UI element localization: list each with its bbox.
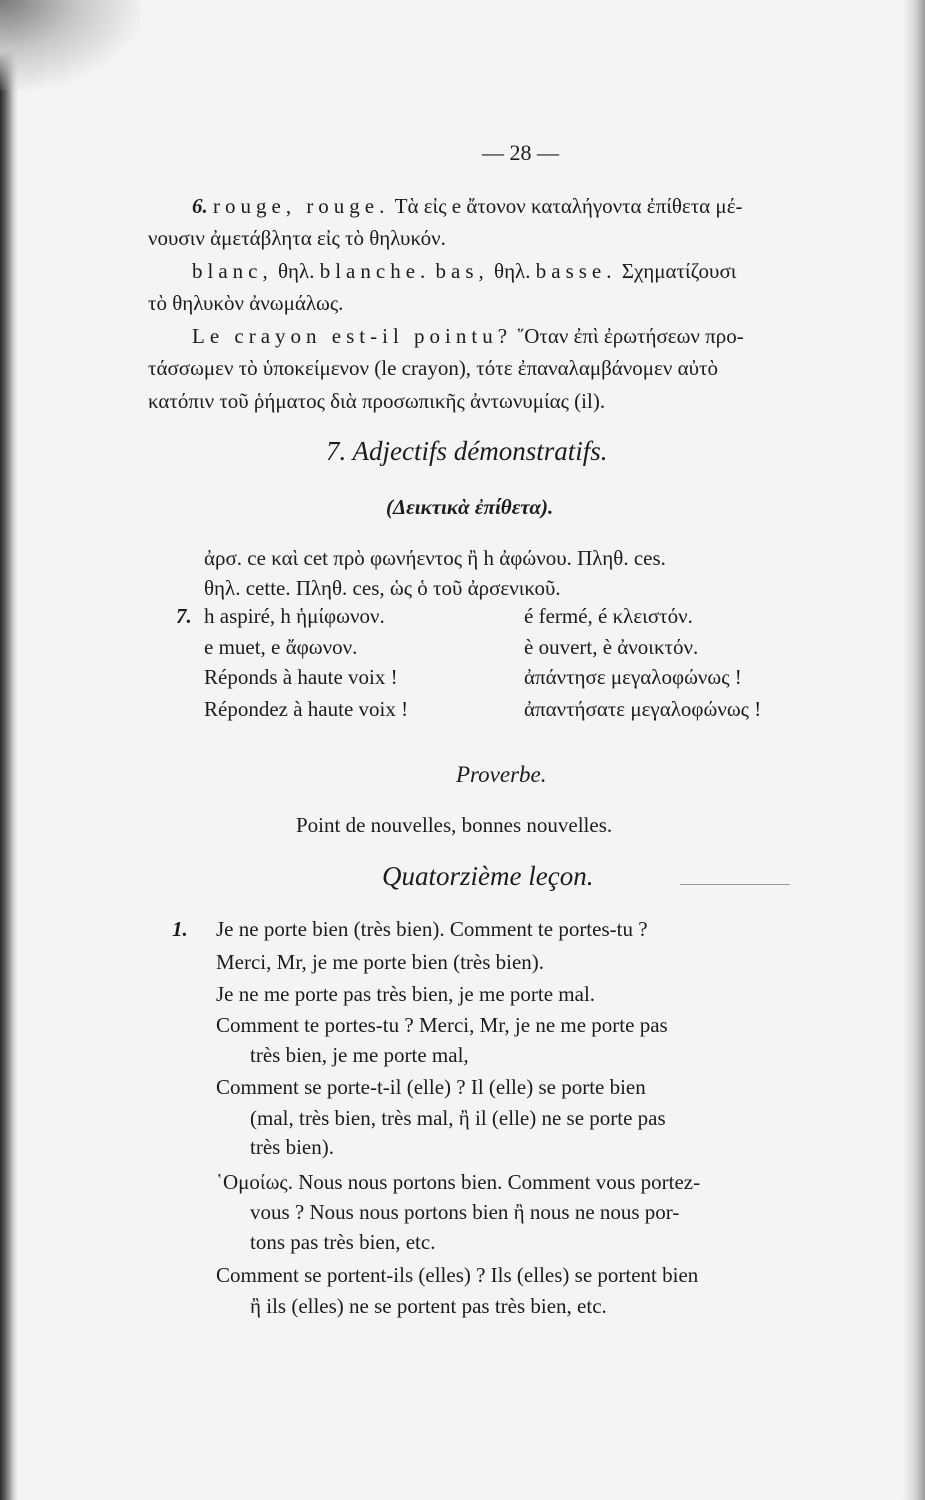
greek-text: Τὰ εἰς e ἄτονον καταλήγοντα ἐπίθετα μέ- — [394, 194, 743, 218]
vocab-gr-3: ἀπάντησε μεγαλοφώνως ! — [524, 665, 742, 689]
vocab-fr-3: Réponds à haute voix ! — [204, 665, 398, 689]
lesson-line-8: très bien). — [250, 1135, 334, 1159]
lesson-line-5: très bien, je me porte mal, — [250, 1043, 469, 1067]
page-corner-shadow — [0, 0, 140, 90]
item-6-line-6: τάσσωμεν τὸ ὑποκείμενον (le crayon), τότε ἐπαναλαμβάνομεν αὐτὸ — [148, 356, 718, 380]
lesson-line-10: vous ? Nous nous portons bien ἢ nous ne nous por- — [250, 1200, 680, 1224]
french-term: rouge, rouge. — [213, 194, 390, 218]
vocab-fr-4: Répondez à haute voix ! — [204, 697, 409, 721]
section-7-line-1: ἀρσ. ce καὶ cet πρὸ φωνήεντος ἢ h ἀφώνου. Πληθ. ces. — [204, 546, 666, 570]
lesson-line-2: Merci, Mr, je me porte bien (très bien). — [216, 950, 545, 974]
title-rule — [680, 884, 790, 885]
lesson-line-4: Comment te portes-tu ? Merci, Mr, je ne me porte pas — [216, 1013, 668, 1037]
section-7-title: Adjectifs démonstratifs. — [352, 436, 608, 466]
item-6-line-5: Le crayon est-il pointu? ῞Οταν ἐπὶ ἐρωτήσεων προ- — [192, 324, 744, 348]
lesson-line-13: ἢ ils (elles) ne se portent pas très bien, etc. — [250, 1294, 607, 1318]
vocab-fr-1: h aspiré, h ἡμίφωνον. — [204, 604, 385, 628]
section-7-heading — [326, 438, 608, 464]
vocab-number: 7. — [176, 604, 192, 628]
vocab-gr-2: è ouvert, è ἀνοικτόν. — [524, 635, 699, 659]
section-7-line-2: θηλ. cette. Πληθ. ces, ὡς ὁ τοῦ ἀρσενικοῦ. — [204, 576, 561, 600]
page-number: — 28 — — [482, 140, 559, 165]
vocab-gr-1: é fermé, é κλειστόν. — [524, 604, 693, 628]
page-right-edge — [903, 0, 925, 1500]
proverb-text: Point de nouvelles, bonnes nouvelles. — [296, 813, 613, 837]
lesson-line-1: Je ne porte bien (très bien). Comment te portes-tu ? — [216, 917, 648, 941]
lesson-line-12: Comment se portent-ils (elles) ? Ils (elles) se portent bien — [216, 1263, 699, 1287]
lesson-line-11: tons pas très bien, etc. — [250, 1230, 436, 1254]
lesson-line-3: Je ne me porte pas très bien, je me porte mal. — [216, 982, 596, 1006]
section-7-number: 7. — [326, 436, 347, 466]
lesson-line-7: (mal, très bien, très mal, ἢ il (elle) ne se porte pas — [250, 1106, 666, 1130]
item-6-line-7: κατόπιν τοῦ ῥήματος διὰ προσωπικῆς ἀντωνυμίας (il). — [148, 389, 606, 413]
lesson-title: Quatorzième leçon. — [382, 861, 594, 891]
lesson-line-9: ῾Ομοίως. Nous nous portons bien. Comment vous portez- — [216, 1170, 701, 1194]
item-6-line-1 — [192, 193, 743, 219]
item-6-line-2: νουσιν ἀμετάβλητα εἰς τὸ θηλυκόν. — [148, 226, 446, 250]
vocab-fr-2: e muet, e ἄφωνον. — [204, 635, 358, 659]
page-edge-shadow — [0, 0, 18, 1500]
item-6-line-3: blanc, θηλ. blanche. bas, θηλ. basse. Σχηματίζουσι — [192, 259, 737, 283]
vocab-gr-4: ἀπαντήσατε μεγαλοφώνως ! — [524, 697, 762, 721]
section-7-subtitle: (Δεικτικὰ ἐπίθετα). — [386, 495, 554, 519]
proverb-title: Proverbe. — [456, 762, 547, 787]
item-6-number: 6. — [192, 194, 208, 218]
lesson-number: 1. — [172, 917, 188, 941]
lesson-line-6: Comment se porte-t-il (elle) ? Il (elle) se porte bien — [216, 1075, 646, 1099]
item-6-line-4: τὸ θηλυκὸν ἀνωμάλως. — [148, 291, 344, 315]
